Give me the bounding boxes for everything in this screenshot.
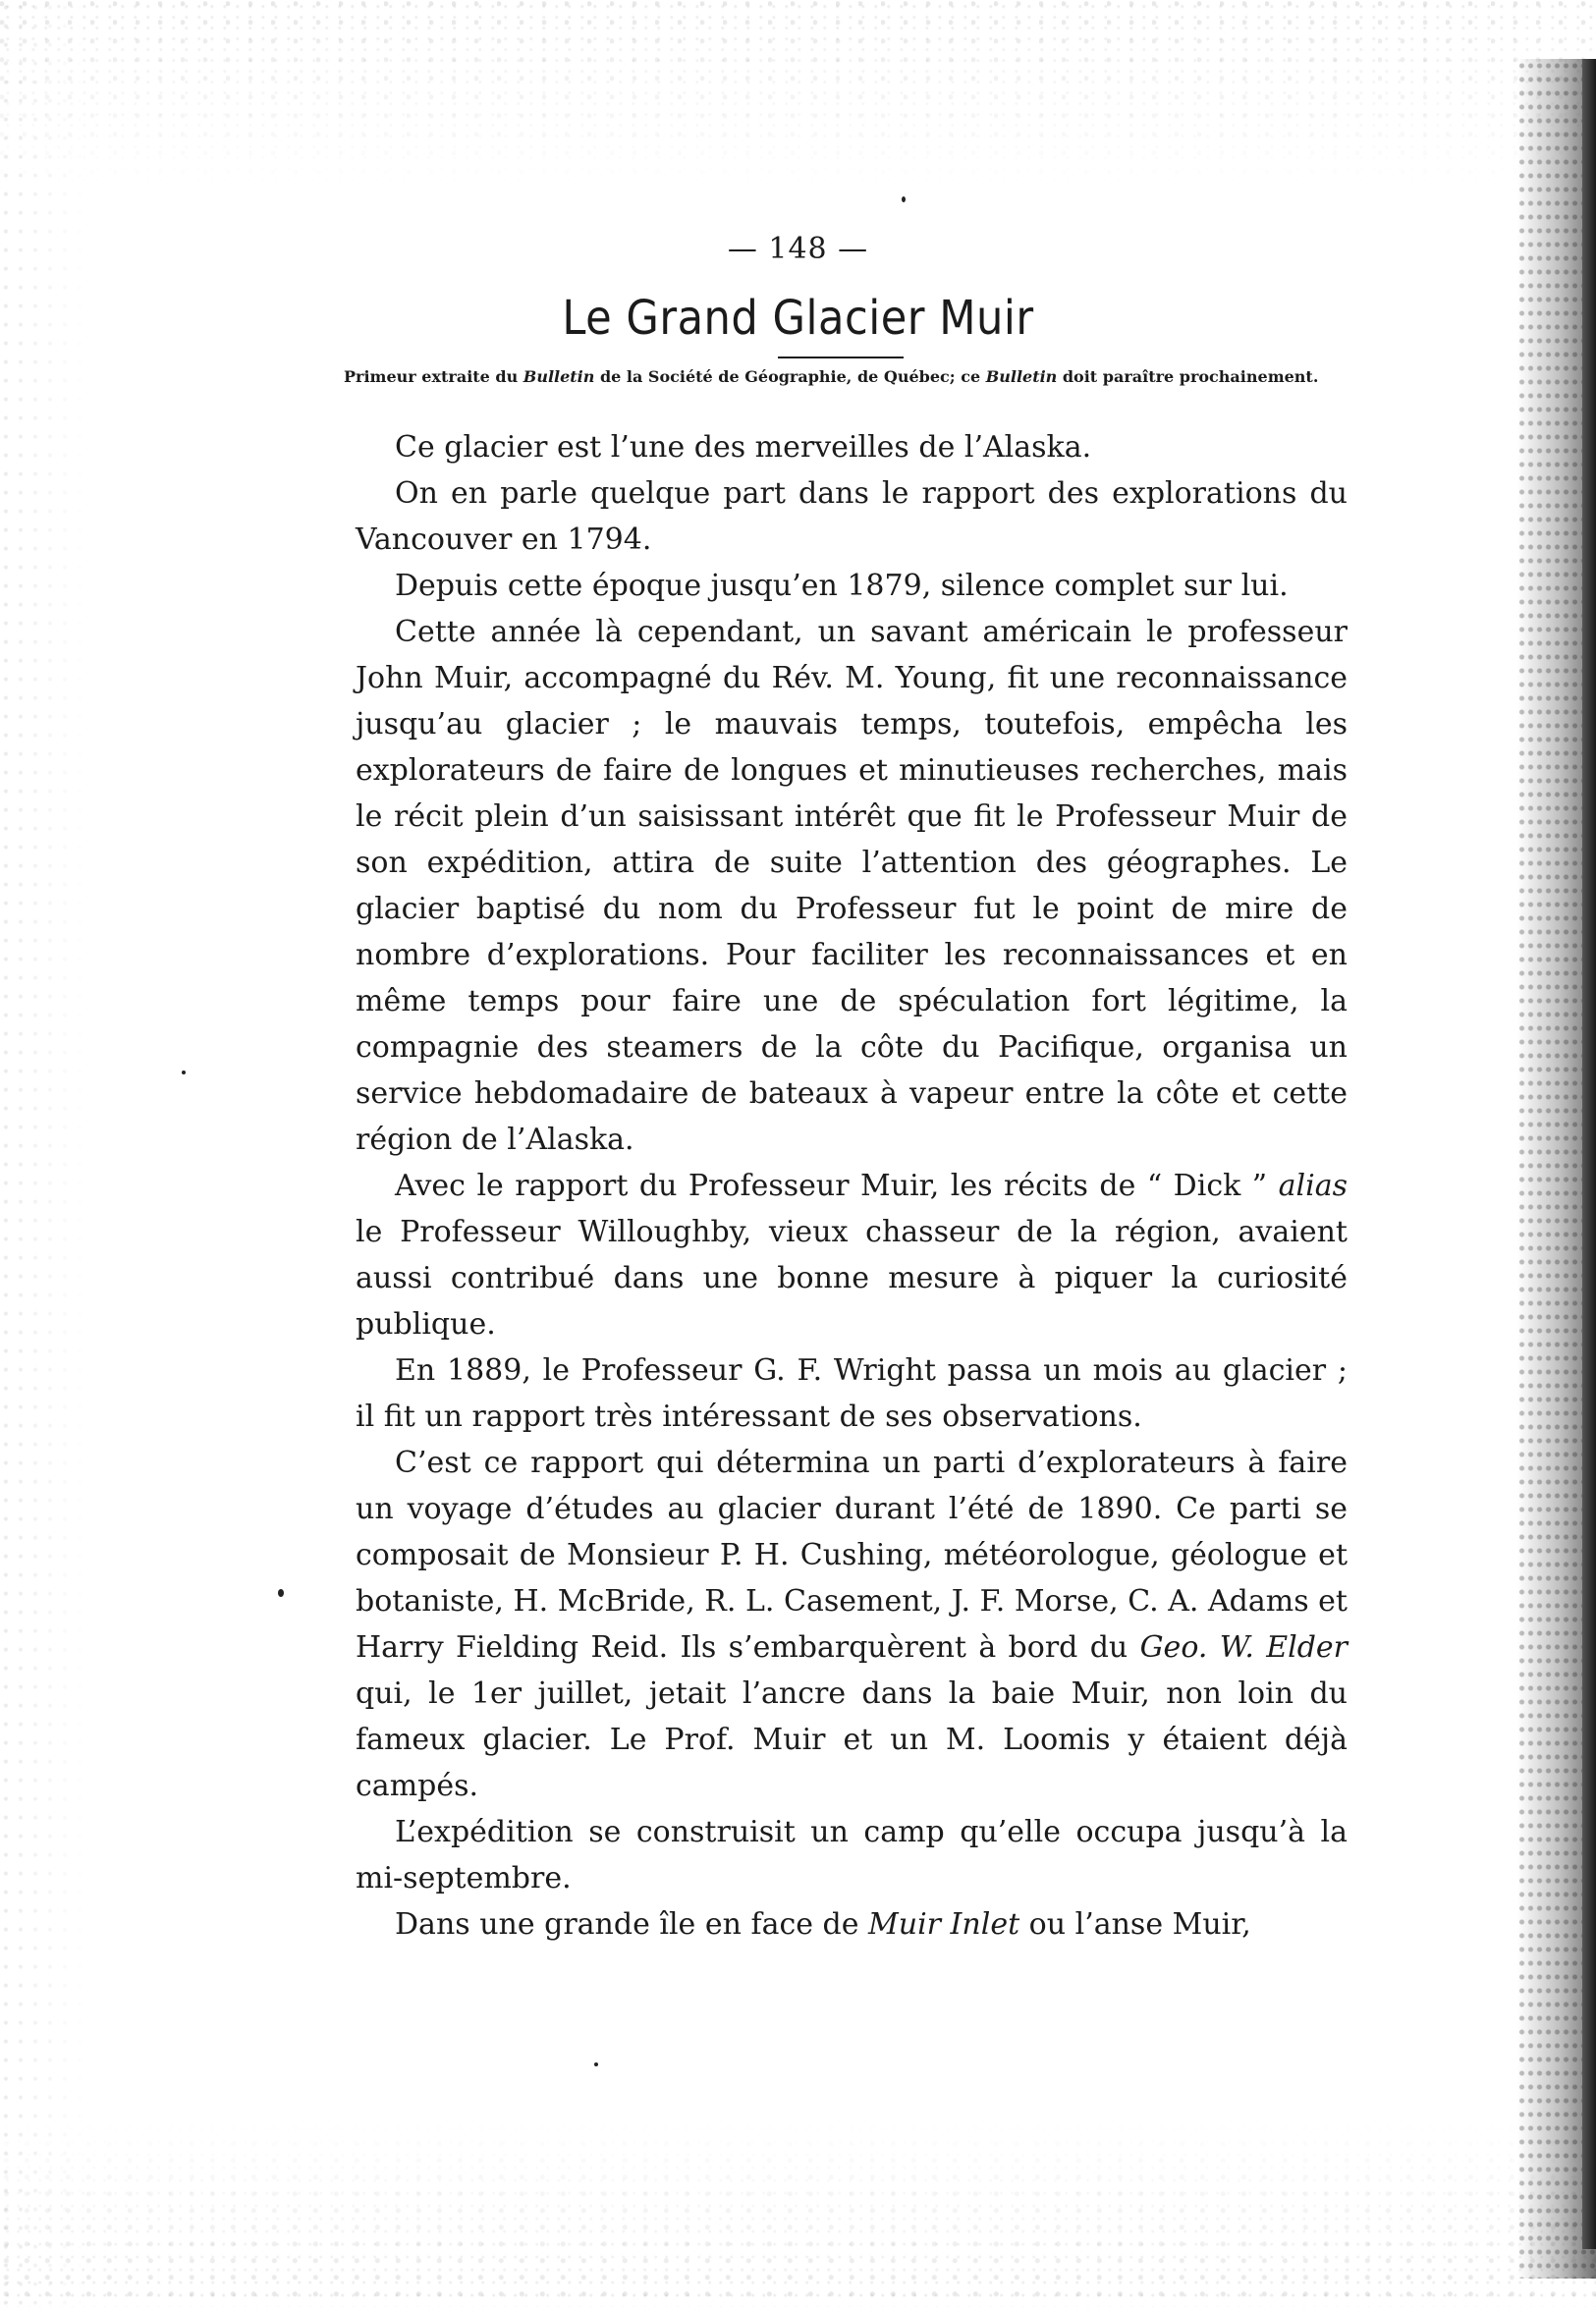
paragraph-9: [356, 1901, 1348, 1948]
note-middle: de la Société de Géographie, de Québec; ce: [594, 367, 986, 386]
paragraph-9-end: ou l’anse Muir,: [1019, 1907, 1251, 1942]
paragraph-5-start: Avec le rapport du Professeur Muir, les récits de “ Dick ”: [395, 1169, 1279, 1203]
paragraph-6: En 1889, le Professeur G. F. Wright passa un mois au glacier ; il fit un rapport très intéressant de ses observations.: [356, 1353, 1348, 1434]
paragraph-7-end: qui, le 1er juillet, jetait l’ancre dans la baie Muir, non loin du fameux glacier. Le Prof. Muir et un M. Loomis y étaient déjà campés.: [356, 1676, 1348, 1803]
paragraph-7: [356, 1440, 1348, 1809]
publication-note: [344, 367, 1346, 387]
paragraph-7-ship-name: Geo. W. Elder: [1139, 1630, 1348, 1665]
paragraph-3: Depuis cette époque jusqu’en 1879, silence complet sur lui.: [395, 569, 1289, 603]
paragraph-1: Ce glacier est l’une des merveilles de l’Alaska.: [395, 430, 1092, 465]
scan-noise-left: [0, 0, 88, 2307]
scan-noise-bottom: [0, 2120, 1596, 2307]
paragraph-9-start: Dans une grande île en face de: [395, 1907, 869, 1942]
scan-noise-top: [0, 0, 1596, 187]
article-body: [356, 424, 1348, 1948]
paragraph-7-start: C’est ce rapport qui détermina un parti d’explorateurs à faire un voyage d’études au glacier durant l’été de 1890. Ce parti se composait de Monsieur P. H. Cushing, météorologue, géologue et botaniste, H. McBride, R. L. Casement, J. F. Morse, C. A. Adams et Harry Fielding Reid. Ils s’embarquèrent à bord du: [356, 1446, 1348, 1665]
paragraph-4: Cette année là cependant, un savant américain le professeur John Muir, accompagné du Rév. M. Young, fit une reconnaissance jusqu’au glacier ; le mauvais temps, toutefois, empêcha les explorateurs de faire de longues et minutieuses recherches, mais le récit plein d’un saisissant intérêt que fit le Professeur Muir de son expédition, attira de suite l’attention des géographes. Le glacier baptisé du nom du Professeur fut le point de mire de nombre d’explorations. Pour faciliter les reconnaissances et en même temps pour faire une de spéculation fort légitime, la compagnie des steamers de la côte du Pacifique, organisa un service hebdomadaire de bateaux à vapeur entre la côte et cette région de l’Alaska.: [356, 615, 1348, 1157]
page-number: — 148 —: [727, 232, 869, 266]
note-bulletin-2: Bulletin: [985, 367, 1058, 386]
paragraph-5-end: le Professeur Willoughby, vieux chasseur de la région, avaient aussi contribué dans une bonne mesure à piquer la curiosité publique.: [356, 1215, 1348, 1342]
scan-speck: [182, 1071, 186, 1074]
title-underline: [778, 357, 904, 358]
scan-speck: [902, 196, 906, 202]
book-spine: [1582, 59, 1596, 2249]
paragraph-5-alias: alias: [1278, 1169, 1348, 1203]
paragraph-5: [356, 1163, 1348, 1347]
paragraph-8: L’expédition se construisit un camp qu’elle occupa jusqu’à la mi-septembre.: [356, 1815, 1348, 1895]
note-bulletin-1: Bulletin: [523, 367, 595, 386]
paragraph-2: On en parle quelque part dans le rapport des explorations du Vancouver en 1794.: [356, 476, 1348, 557]
note-suffix: doit paraître prochainement.: [1057, 367, 1319, 386]
paragraph-9-inlet: Muir Inlet: [868, 1907, 1020, 1942]
scan-speck: [594, 2062, 598, 2066]
article-title: Le Grand Glacier Muir: [562, 291, 1034, 346]
scan-speck: [278, 1589, 284, 1597]
note-prefix: Primeur extraite du: [344, 367, 523, 386]
